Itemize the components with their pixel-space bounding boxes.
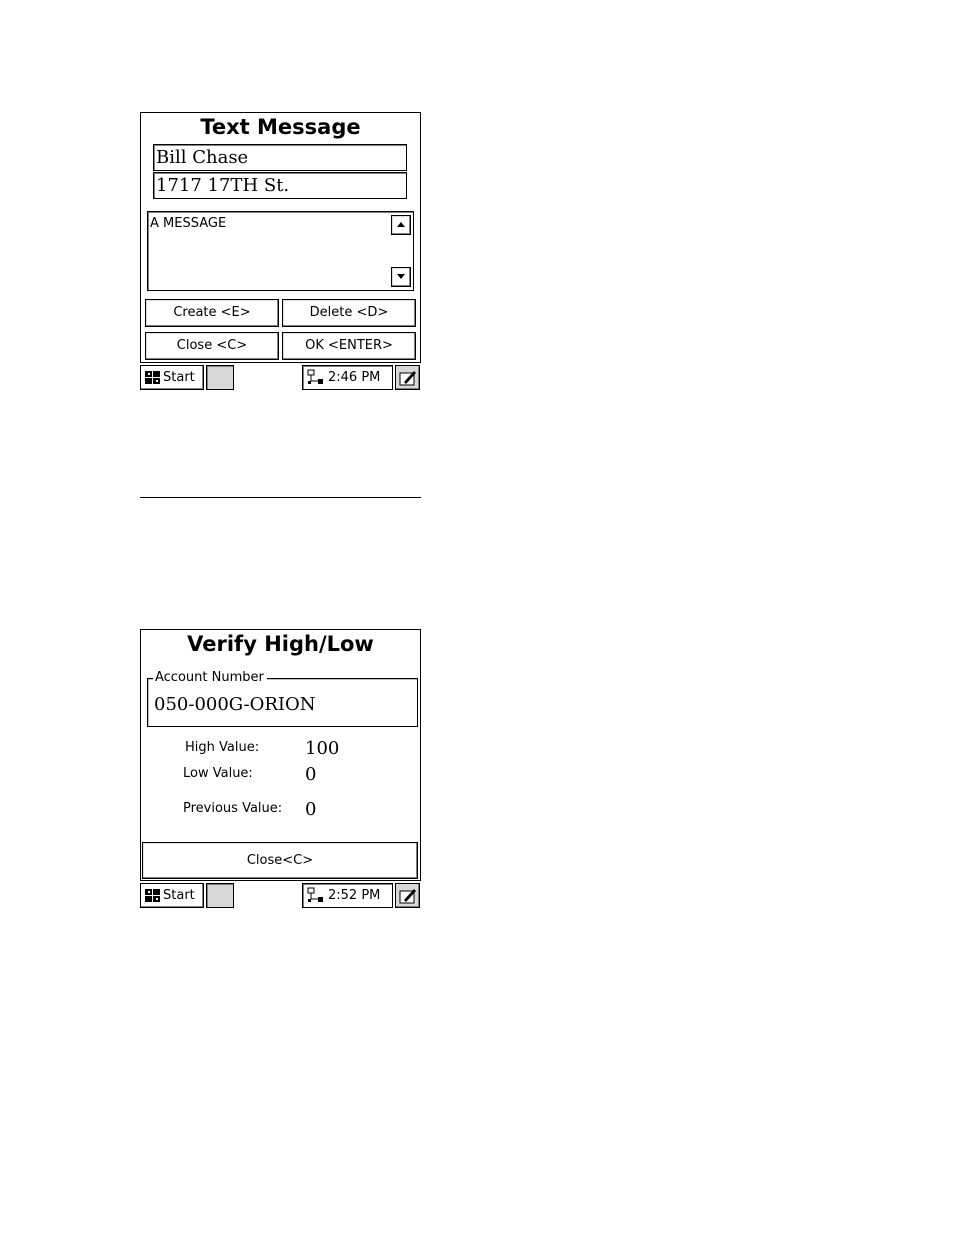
clock: 2:52 PM (328, 888, 381, 903)
taskbar-app-slot[interactable] (206, 365, 234, 390)
high-value-label: High Value: (185, 740, 260, 755)
close-button[interactable]: Close <C> (145, 332, 279, 360)
arrow-up-icon (396, 221, 406, 229)
low-value: 0 (305, 764, 317, 785)
text-message-window (140, 112, 421, 363)
network-connection-icon (306, 887, 326, 905)
recipient-name-field[interactable]: Bill Chase (153, 144, 407, 171)
account-number-group (147, 670, 418, 727)
previous-value-label: Previous Value: (183, 801, 283, 816)
verify-high-low-window (140, 629, 421, 881)
message-textarea[interactable] (147, 211, 414, 291)
section-divider (140, 497, 421, 498)
create-button[interactable]: Create <E> (145, 299, 279, 327)
page-title: Verify High/Low (187, 632, 374, 656)
taskbar-app-slot[interactable] (206, 883, 234, 908)
taskbar (140, 881, 421, 910)
system-tray[interactable] (302, 365, 393, 390)
start-label: Start (163, 370, 195, 385)
arrow-down-icon (396, 273, 406, 281)
taskbar (140, 363, 421, 392)
scroll-up-button[interactable] (391, 215, 411, 235)
account-number-label: Account Number (153, 670, 267, 686)
low-value-label: Low Value: (183, 766, 253, 781)
close-button[interactable]: Close<C> (142, 842, 418, 879)
input-panel-button[interactable] (395, 883, 420, 908)
stylus-input-icon (399, 369, 417, 387)
previous-value: 0 (305, 799, 317, 820)
windows-flag-icon (144, 370, 161, 385)
ok-button[interactable]: OK <ENTER> (282, 332, 416, 360)
clock: 2:46 PM (328, 370, 381, 385)
message-text: A MESSAGE (150, 216, 227, 231)
start-label: Start (163, 888, 195, 903)
start-button[interactable] (140, 365, 204, 390)
input-panel-button[interactable] (395, 365, 420, 390)
windows-flag-icon (144, 888, 161, 903)
start-button[interactable] (140, 883, 204, 908)
delete-button[interactable]: Delete <D> (282, 299, 416, 327)
page-title: Text Message (200, 115, 361, 139)
stylus-input-icon (399, 887, 417, 905)
system-tray[interactable] (302, 883, 393, 908)
account-number-value: 050-000G-ORION (154, 694, 316, 715)
address-field[interactable]: 1717 17TH St. (153, 172, 407, 199)
network-connection-icon (306, 369, 326, 387)
high-value: 100 (305, 738, 340, 759)
scroll-down-button[interactable] (391, 267, 411, 287)
